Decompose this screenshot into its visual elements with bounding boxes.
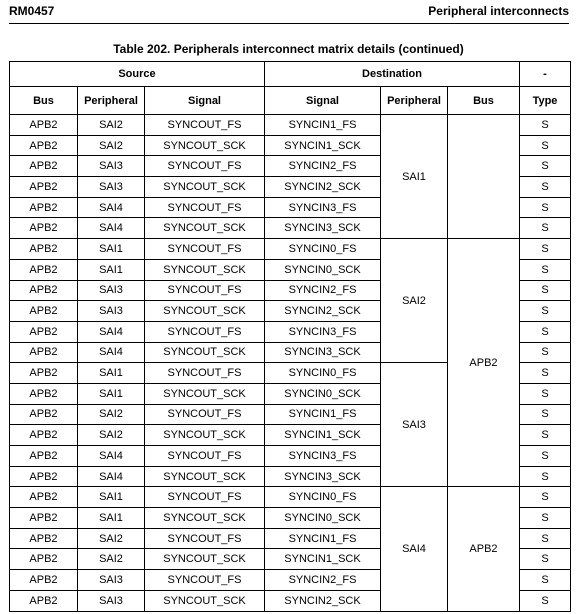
source-peripheral-cell: SAI4: [78, 446, 145, 467]
source-peripheral-cell: SAI2: [78, 135, 145, 156]
destination-signal-cell: SYNCIN0_FS: [265, 487, 381, 508]
type-cell: S: [520, 363, 571, 384]
source-signal-cell: SYNCOUT_FS: [145, 528, 265, 549]
destination-signal-cell: SYNCIN3_FS: [265, 446, 381, 467]
source-signal-cell: SYNCOUT_SCK: [145, 425, 265, 446]
destination-signal-cell: SYNCIN1_SCK: [265, 425, 381, 446]
destination-signal-cell: SYNCIN2_SCK: [265, 177, 381, 198]
table-row: [10, 115, 571, 136]
source-peripheral-cell: SAI3: [78, 301, 145, 322]
source-peripheral-cell: SAI4: [78, 466, 145, 487]
table-caption: Table 202. Peripherals interconnect matrix details (continued): [113, 42, 464, 56]
source-bus-cell: APB2: [10, 508, 78, 529]
destination-signal-cell: SYNCIN1_FS: [265, 528, 381, 549]
type-cell: S: [520, 156, 571, 177]
destination-signal-cell: SYNCIN2_FS: [265, 156, 381, 177]
source-signal-cell: SYNCOUT_SCK: [145, 549, 265, 570]
source-peripheral-cell: SAI4: [78, 218, 145, 239]
destination-signal-cell: SYNCIN3_FS: [265, 197, 381, 218]
type-cell: S: [520, 259, 571, 280]
col-header-source-signal: Signal: [145, 87, 265, 115]
destination-peripheral-cell: SAI3: [381, 363, 448, 487]
source-signal-cell: SYNCOUT_FS: [145, 570, 265, 591]
source-signal-cell: SYNCOUT_SCK: [145, 466, 265, 487]
source-signal-cell: SYNCOUT_SCK: [145, 135, 265, 156]
destination-group-header: Destination: [265, 62, 520, 87]
source-bus-cell: APB2: [10, 321, 78, 342]
col-header-source-peripheral: Peripheral: [78, 87, 145, 115]
source-peripheral-cell: SAI1: [78, 508, 145, 529]
source-signal-cell: SYNCOUT_SCK: [145, 590, 265, 611]
destination-signal-cell: SYNCIN0_SCK: [265, 383, 381, 404]
source-signal-cell: SYNCOUT_SCK: [145, 301, 265, 322]
source-signal-cell: SYNCOUT_SCK: [145, 342, 265, 363]
source-peripheral-cell: SAI4: [78, 197, 145, 218]
type-cell: S: [520, 549, 571, 570]
type-cell: S: [520, 487, 571, 508]
source-bus-cell: APB2: [10, 570, 78, 591]
type-cell: S: [520, 280, 571, 301]
type-cell: S: [520, 383, 571, 404]
destination-bus-cell: [448, 115, 520, 239]
destination-signal-cell: SYNCIN1_FS: [265, 404, 381, 425]
destination-peripheral-cell: SAI4: [381, 487, 448, 611]
source-bus-cell: APB2: [10, 590, 78, 611]
destination-bus-cell: APB2: [448, 487, 520, 611]
source-peripheral-cell: SAI2: [78, 115, 145, 136]
source-signal-cell: SYNCOUT_SCK: [145, 383, 265, 404]
source-signal-cell: SYNCOUT_FS: [145, 239, 265, 260]
source-peripheral-cell: SAI1: [78, 363, 145, 384]
source-bus-cell: APB2: [10, 259, 78, 280]
type-cell: S: [520, 466, 571, 487]
type-cell: S: [520, 590, 571, 611]
source-peripheral-cell: SAI2: [78, 404, 145, 425]
type-cell: S: [520, 218, 571, 239]
source-signal-cell: SYNCOUT_SCK: [145, 218, 265, 239]
destination-peripheral-cell: SAI1: [381, 115, 448, 239]
source-peripheral-cell: SAI4: [78, 342, 145, 363]
type-cell: S: [520, 508, 571, 529]
destination-signal-cell: SYNCIN0_SCK: [265, 508, 381, 529]
destination-signal-cell: SYNCIN2_SCK: [265, 590, 381, 611]
source-peripheral-cell: SAI2: [78, 425, 145, 446]
destination-signal-cell: SYNCIN2_FS: [265, 280, 381, 301]
source-bus-cell: APB2: [10, 466, 78, 487]
type-cell: S: [520, 239, 571, 260]
source-bus-cell: APB2: [10, 446, 78, 467]
source-peripheral-cell: SAI1: [78, 259, 145, 280]
table-row: [10, 239, 571, 260]
destination-signal-cell: SYNCIN1_FS: [265, 115, 381, 136]
source-bus-cell: APB2: [10, 280, 78, 301]
col-header-source-bus: Bus: [10, 87, 78, 115]
destination-peripheral-cell: SAI2: [381, 239, 448, 363]
source-signal-cell: SYNCOUT_FS: [145, 404, 265, 425]
type-cell: S: [520, 342, 571, 363]
destination-signal-cell: SYNCIN3_SCK: [265, 342, 381, 363]
source-bus-cell: APB2: [10, 363, 78, 384]
table-body: [10, 115, 571, 612]
destination-signal-cell: SYNCIN2_SCK: [265, 301, 381, 322]
source-peripheral-cell: SAI3: [78, 570, 145, 591]
source-bus-cell: APB2: [10, 156, 78, 177]
type-cell: S: [520, 404, 571, 425]
source-peripheral-cell: SAI1: [78, 239, 145, 260]
type-cell: S: [520, 115, 571, 136]
source-peripheral-cell: SAI4: [78, 321, 145, 342]
source-peripheral-cell: SAI3: [78, 590, 145, 611]
source-bus-cell: APB2: [10, 342, 78, 363]
destination-signal-cell: SYNCIN3_SCK: [265, 466, 381, 487]
type-cell: S: [520, 301, 571, 322]
type-cell: S: [520, 321, 571, 342]
type-cell: S: [520, 425, 571, 446]
source-peripheral-cell: SAI2: [78, 528, 145, 549]
source-signal-cell: SYNCOUT_SCK: [145, 508, 265, 529]
extra-group-header: -: [520, 62, 571, 87]
source-signal-cell: SYNCOUT_SCK: [145, 177, 265, 198]
source-signal-cell: SYNCOUT_FS: [145, 321, 265, 342]
source-bus-cell: APB2: [10, 549, 78, 570]
source-bus-cell: APB2: [10, 487, 78, 508]
destination-signal-cell: SYNCIN2_FS: [265, 570, 381, 591]
destination-signal-cell: SYNCIN0_FS: [265, 239, 381, 260]
source-signal-cell: SYNCOUT_FS: [145, 115, 265, 136]
source-group-header: Source: [10, 62, 265, 87]
table-row: [10, 487, 571, 508]
destination-bus-cell: APB2: [448, 239, 520, 487]
source-bus-cell: APB2: [10, 383, 78, 404]
type-cell: S: [520, 570, 571, 591]
source-peripheral-cell: SAI3: [78, 280, 145, 301]
type-cell: S: [520, 528, 571, 549]
source-bus-cell: APB2: [10, 425, 78, 446]
section-title: Peripheral interconnects: [428, 4, 569, 18]
source-peripheral-cell: SAI1: [78, 383, 145, 404]
source-signal-cell: SYNCOUT_FS: [145, 363, 265, 384]
col-header-destination-signal: Signal: [265, 87, 381, 115]
destination-signal-cell: SYNCIN3_FS: [265, 321, 381, 342]
destination-signal-cell: SYNCIN0_SCK: [265, 259, 381, 280]
source-peripheral-cell: SAI3: [78, 177, 145, 198]
type-cell: S: [520, 446, 571, 467]
source-bus-cell: APB2: [10, 404, 78, 425]
source-peripheral-cell: SAI1: [78, 487, 145, 508]
source-bus-cell: APB2: [10, 135, 78, 156]
source-signal-cell: SYNCOUT_FS: [145, 446, 265, 467]
source-bus-cell: APB2: [10, 528, 78, 549]
destination-signal-cell: SYNCIN1_SCK: [265, 135, 381, 156]
destination-signal-cell: SYNCIN3_SCK: [265, 218, 381, 239]
source-signal-cell: SYNCOUT_FS: [145, 280, 265, 301]
type-cell: S: [520, 177, 571, 198]
source-bus-cell: APB2: [10, 301, 78, 322]
source-bus-cell: APB2: [10, 239, 78, 260]
col-header-type: Type: [520, 87, 571, 115]
source-signal-cell: SYNCOUT_SCK: [145, 259, 265, 280]
source-bus-cell: APB2: [10, 197, 78, 218]
source-signal-cell: SYNCOUT_FS: [145, 487, 265, 508]
col-header-destination-bus: Bus: [448, 87, 520, 115]
source-bus-cell: APB2: [10, 177, 78, 198]
destination-signal-cell: SYNCIN0_FS: [265, 363, 381, 384]
type-cell: S: [520, 197, 571, 218]
source-signal-cell: SYNCOUT_FS: [145, 156, 265, 177]
type-cell: S: [520, 135, 571, 156]
source-signal-cell: SYNCOUT_FS: [145, 197, 265, 218]
source-peripheral-cell: SAI2: [78, 549, 145, 570]
document-id: RM0457: [9, 4, 55, 18]
source-bus-cell: APB2: [10, 218, 78, 239]
header-rule: [9, 23, 569, 24]
destination-signal-cell: SYNCIN1_SCK: [265, 549, 381, 570]
source-peripheral-cell: SAI3: [78, 156, 145, 177]
col-header-destination-peripheral: Peripheral: [381, 87, 448, 115]
source-bus-cell: APB2: [10, 115, 78, 136]
interconnect-matrix-table: [9, 61, 571, 612]
